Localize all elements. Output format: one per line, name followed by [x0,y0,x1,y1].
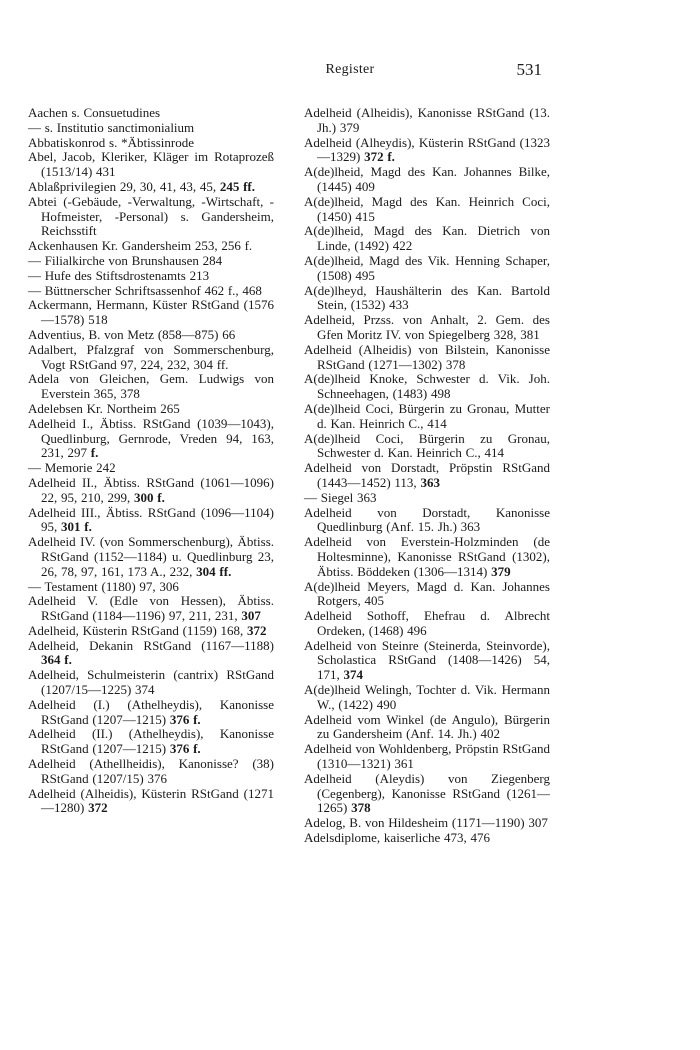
index-entry: Adelheid II., Äbtiss. RStGand (1061—1096) 22, 95, 210, 299, 300 f. [28,474,274,505]
index-entry: A(de)lheid Meyers, Magd d. Kan. Johannes Rotgers, 405 [304,578,550,609]
index-entry: Adelheid (Alheidis), Kanonisse RStGand (13. Jh.) 379 [304,105,550,135]
index-entry: Adelheid (Athellheidis), Kanonisse? (38) RStGand (1207/15) 376 [28,756,274,786]
index-entry: Adelheid (Aleydis) von Ziegenberg (Cegenberg), Kanonisse RStGand (1261—1265) 378 [304,770,550,816]
index-entry: Adelheid I., Äbtiss. RStGand (1039—1043), Quedlinburg, Gernrode, Vreden 94, 163, 231, 297 f. [28,415,274,461]
index-column-left [28,106,274,816]
index-entry: Adelheid von Steinre (Steinerda, Steinvorde), Scholastica RStGand (1408—1426) 54, 171, 374 [304,637,550,683]
index-entry: A(de)lheid, Magd des Kan. Dietrich von Linde, (1492) 422 [304,223,550,254]
page-header [0,60,700,84]
index-entry: Adelheid IV. (von Sommerschenburg), Äbtiss. RStGand (1152—1184) u. Quedlinburg 23, 26, 78, 97, 161, 173 A., 232, 304 ff. [28,534,274,579]
index-entry: — Filialkirche von Brunshausen 284 [28,252,223,268]
index-entry: Adelheid (I.) (Athelheydis), Kanonisse RStGand (1207—1215) 376 f. [28,696,274,727]
index-entry: A(de)lheid Knoke, Schwester d. Vik. Joh. Schneehagen, (1483) 498 [304,371,550,402]
index-entry: Adelheid von Wohldenberg, Pröpstin RStGand (1310—1321) 361 [304,741,550,772]
index-entry: A(de)lheid, Magd des Kan. Heinrich Coci, (1450) 415 [304,193,550,224]
index-entry: Abel, Jacob, Kleriker, Kläger im Rotaprozeß (1513/14) 431 [28,149,274,180]
index-entry: Adelheid, Schulmeisterin (cantrix) RStGand (1207/15—1225) 374 [28,667,274,698]
index-entry: Adelheid V. (Edle von Hessen), Äbtiss. RStGand (1184—1196) 97, 211, 231, 307 [28,593,274,624]
index-entry: Ackenhausen Kr. Gandersheim 253, 256 f. [28,238,253,254]
index-entry: Adelheid, Przss. von Anhalt, 2. Gem. des Gfen Moritz IV. von Spiegelberg 328, 381 [304,312,550,342]
index-entry: Adventius, B. von Metz (858—875) 66 [28,326,236,342]
index-entry: — s. Institutio sanctimonialium [28,119,195,135]
index-entry: Adelsdiplome, kaiserliche 473, 476 [304,830,490,846]
index-entry: A(de)lheid Coci, Bürgerin zu Gronau, Mutter d. Kan. Heinrich C., 414 [304,400,550,431]
page-number: 531 [516,60,542,79]
index-entry: — Memorie 242 [28,460,116,476]
index-entry: Abtei (-Gebäude, -Verwaltung, -Wirtschaft, -Hofmeister, -Personal) s. Gandersheim, Reichsstift [28,193,274,239]
index-entry: A(de)lheid, Magd des Kan. Johannes Bilke, (1445) 409 [304,164,550,194]
index-entry: Aachen s. Consuetudines [28,105,161,120]
index-entry: Adelheid von Everstein-Holzminden (de Holtesminne), Kanonisse RStGand (1302), Äbtiss. Böddeken (1306—1314) 379 [304,534,550,579]
index-entry: Ablaßprivilegien 29, 30, 41, 43, 45, 245 ff. [28,178,256,194]
index-entry: Adela von Gleichen, Gem. Ludwigs von Everstein 365, 378 [28,371,274,402]
index-entry: Adelheid (II.) (Athelheydis), Kanonisse RStGand (1207—1215) 376 f. [28,726,274,757]
index-entry: Adelheid Sothoff, Ehefrau d. Albrecht Ordeken, (1468) 496 [304,608,550,638]
index-entry: Adelheid, Dekanin RStGand (1167—1188) 364 f. [28,637,274,668]
index-entry: Adelog, B. von Hildesheim (1171—1190) 307 [304,815,548,831]
index-entry: Adelheid von Dorstadt, Kanonisse Quedlinburg (Anf. 15. Jh.) 363 [304,504,550,535]
index-column-right [304,106,550,846]
index-entry: Ackermann, Hermann, Küster RStGand (1576—1578) 518 [28,297,274,328]
index-entry: Adalbert, Pfalzgraf von Sommerschenburg, Vogt RStGand 97, 224, 232, 304 ff. [28,341,274,372]
index-entry: Adelheid (Alheidis) von Bilstein, Kanonisse RStGand (1271—1302) 378 [304,341,550,372]
index-entry: Adelheid III., Äbtiss. RStGand (1096—1104) 95, 301 f. [28,504,274,535]
index-entry: Adelheid (Alheydis), Küsterin RStGand (1323—1329) 372 f. [304,134,550,165]
index-entry: Adelheid, Küsterin RStGand (1159) 168, 372 [28,622,267,638]
index-entry: Adelebsen Kr. Northeim 265 [28,400,180,416]
index-entry: — Hufe des Stiftsdrostenamts 213 [28,267,210,283]
index-entry: Adelheid von Dorstadt, Pröpstin RStGand (1443—1452) 113, 363 [304,460,550,490]
index-entry: Adelheid (Alheidis), Küsterin RStGand (1271—1280) 372 [28,785,274,816]
index-entry: A(de)lheyd, Haushälterin des Kan. Bartold Stein, (1532) 433 [304,282,550,313]
index-entry: A(de)lheid, Magd des Vik. Henning Schaper, (1508) 495 [304,252,550,283]
index-entry: A(de)lheid Welingh, Tochter d. Vik. Hermann W., (1422) 490 [304,682,550,712]
index-entry: — Siegel 363 [304,489,377,505]
running-head: Register [325,62,375,77]
index-entry: — Büttnerscher Schriftsassenhof 462 f., 468 [28,282,262,298]
index-entry: A(de)lheid Coci, Bürgerin zu Gronau, Schwester d. Kan. Heinrich C., 414 [304,430,550,461]
index-entry: Adelheid vom Winkel (de Angulo), Bürgerin zu Gandersheim (Anf. 14. Jh.) 402 [304,711,550,742]
index-entry: Abbatiskonrod s. *Äbtissinrode [28,134,195,150]
index-entry: — Testament (1180) 97, 306 [28,578,179,594]
